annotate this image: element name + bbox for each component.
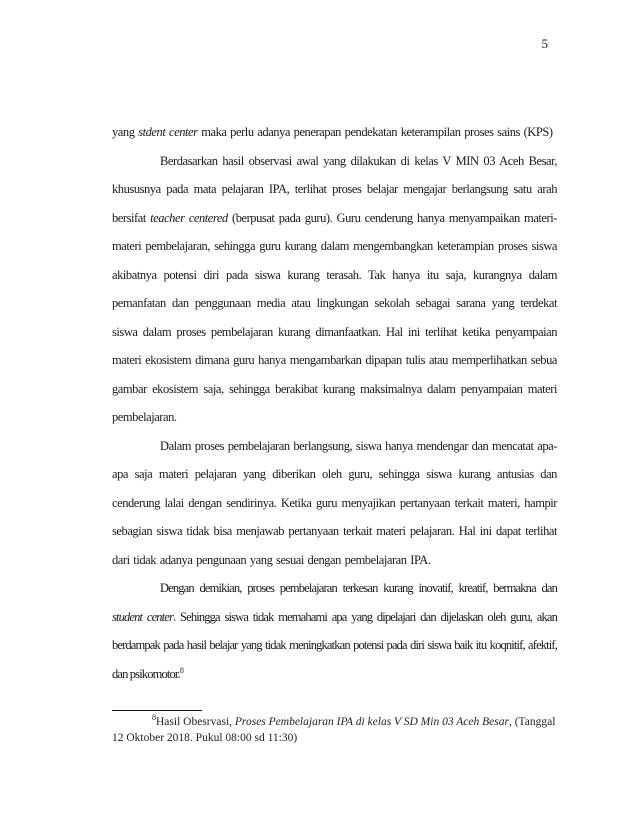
paragraph-1 (112, 118, 557, 147)
p2-text-end: (berpusat pada guru). Guru cenderung hanya menyampaikan materi-materi pembelajaran, sehingga guru kurang dalam mengembangkan keterampian proses siswa akibatnya potensi diri pada siswa kurang terasah. Tak hanya itu saja, kurangnya dalam pemanfatan dan penggunaan media atau lingkungan sekolah sebagai sarana yang terdekat siswa dalam proses pembelajaran kurang dimanfaatkan. Hal ini terlihat ketika penyampaian materi ekosistem dimana guru hanya mengambarkan dipapan tulis atau memperlihatkan sebua gambar ekosistem saja, sehingga berakibat kurang maksimalnya dalam penyampaian materi pembelajaran. (112, 210, 557, 424)
footnote-text-start: Hasil Obesrvasi, (156, 716, 235, 728)
footnote-text-end: , (Tanggal 12 Oktober 2018. Pukul 08:00 sd 11:30) (112, 716, 556, 744)
footnote-source-title: Proses Pembelajaran IPA di kelas V SD Min 03 Aceh Besar (234, 716, 509, 728)
paragraph-2 (112, 147, 557, 432)
p1-text-start: yang (112, 125, 139, 139)
body-text (112, 118, 557, 688)
footnote-separator (112, 710, 202, 711)
footnote (112, 714, 557, 746)
paragraph-3: Dalam proses pembelajaran berlangsung, siswa hanya mendengar dan mencatat apa-apa saja materi pelajaran yang diberikan oleh guru, sehingga siswa kurang antusias dan cenderung lalai dengan sendirinya. Ketika guru menyajikan pertanyaan terkait materi, hampir sebagian siswa tidak bisa menjawab pertanyaan terkait materi pelajaran. Hal ini dapat terlihat dari tidak adanya pengunaan yang sesuai dengan pembelajaran IPA. (112, 438, 557, 567)
p1-italic-term: stdent center (138, 125, 198, 139)
paragraph-4 (112, 574, 557, 688)
p4-text-start: Dengan demikian, proses pembelajaran terkesan kurang inovatif, kreatif, bermakna dan (160, 581, 557, 595)
footnote-reference[interactable]: 8 (179, 665, 183, 675)
p4-text-end: . Sehingga siswa tidak memahami apa yang dipelajari dan dijelaskan oleh guru, akan berdampak pada hasil belajar yang tidak meningkatkan potensi pada diri siswa baik itu koqnitif, afektif, dan psikomotor. (112, 609, 557, 681)
p2-text-start: Berdasarkan hasil observasi awal yang dilakukan di kelas V MIN 03 Aceh Besar, khususnya pada mata pelajaran IPA, terlihat proses belajar mengajar berlangsung satu arah bersifat (112, 153, 557, 225)
footnote-number: 8 (152, 713, 156, 723)
p1-text-end: maka perlu adanya penerapan pendekatan keterampilan proses sains (KPS) (197, 125, 553, 139)
p2-italic-term: teacher centered (150, 210, 228, 225)
p4-italic-term: student center (112, 609, 174, 624)
page-number: 5 (541, 36, 548, 51)
